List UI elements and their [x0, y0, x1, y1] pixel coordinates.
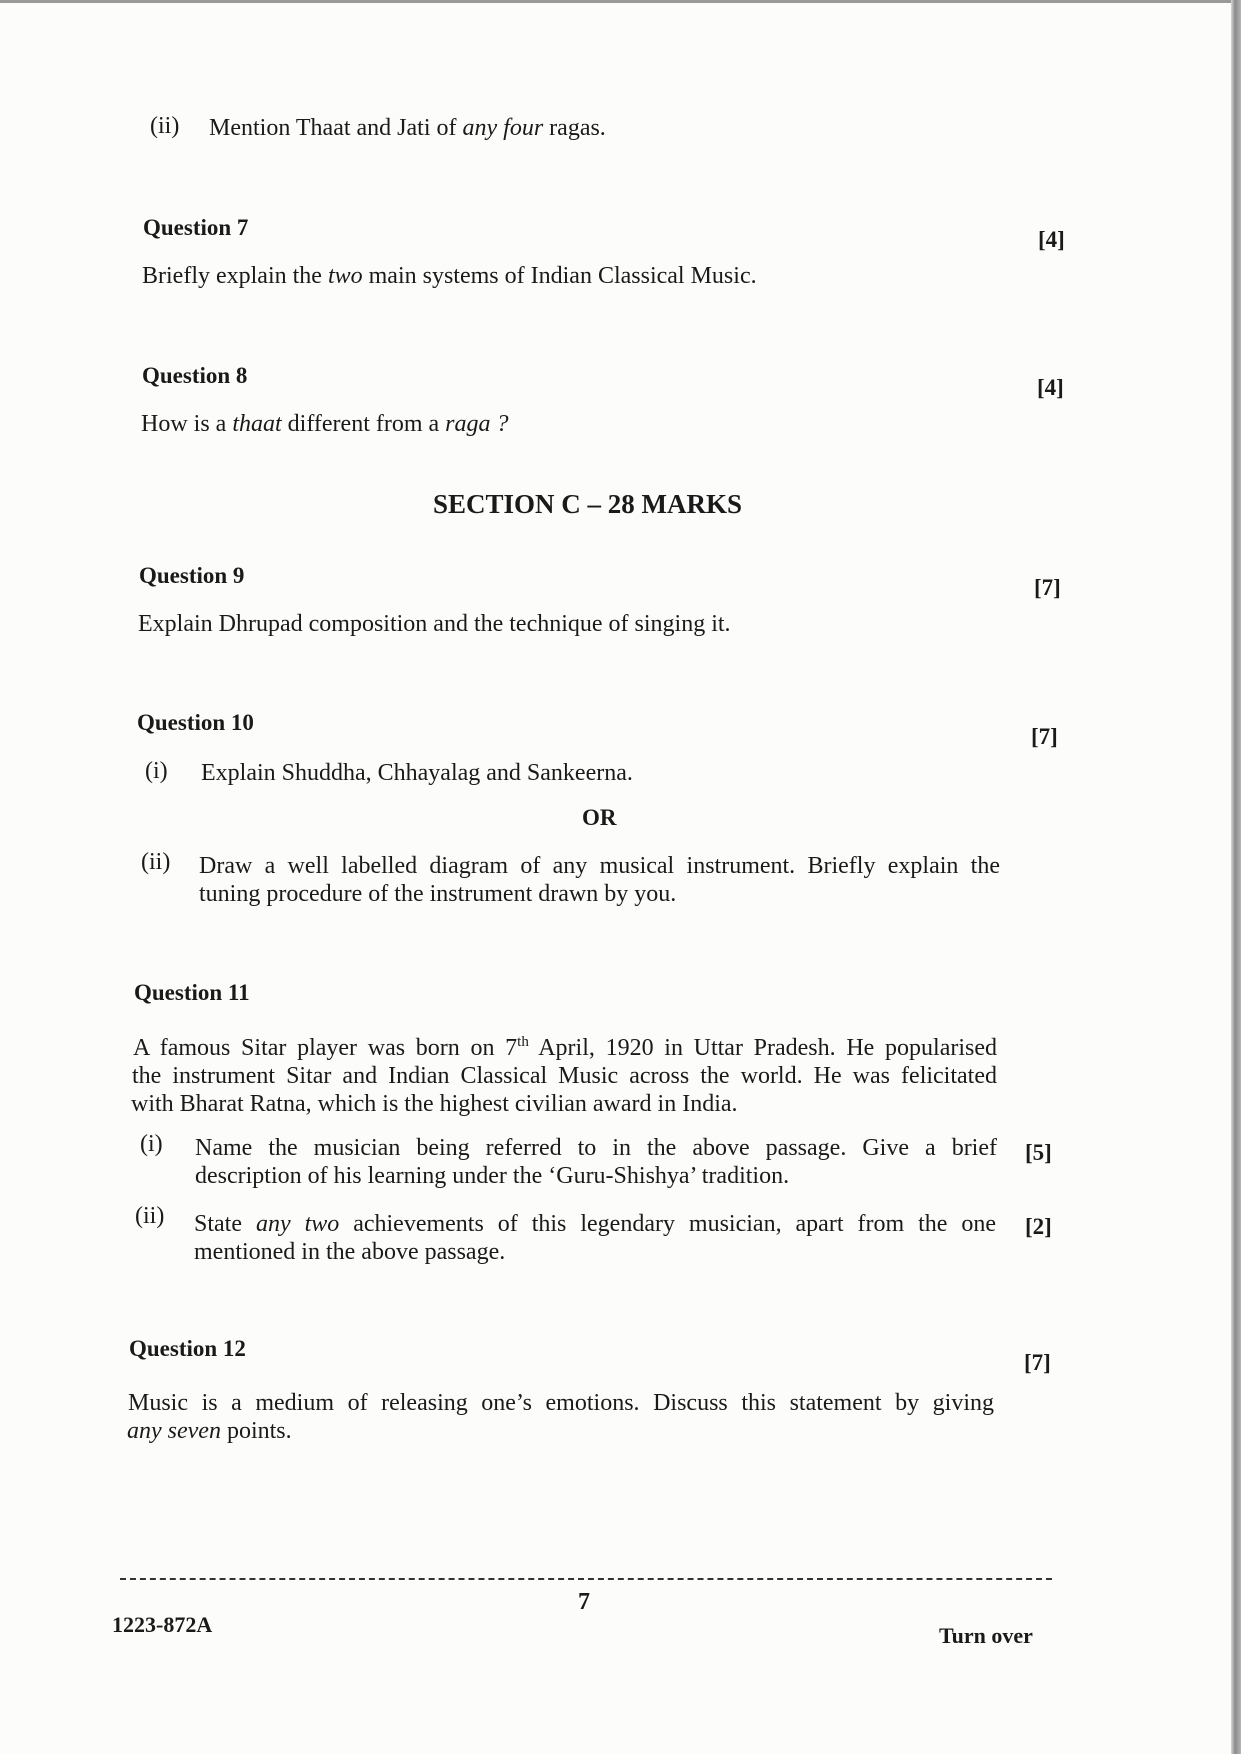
q10-ii-line-1: Draw a well labelled diagram of any musical instrument. Briefly explain the: [199, 853, 1000, 879]
q11-passage-line-3: with Bharat Ratna, which is the highest civilian award in India.: [131, 1091, 738, 1117]
q11-i-marks: [5]: [1025, 1140, 1052, 1165]
q11-passage-line-1: [133, 1034, 997, 1062]
q8-text-em-raga: raga ?: [445, 411, 509, 437]
q10-i-number: (i): [145, 758, 168, 784]
question-7-text: [142, 262, 757, 290]
q12-line-2: [127, 1417, 292, 1445]
q11-passage-line-1-post: April, 1920 in Uttar Pradesh. He popularised: [528, 1035, 997, 1061]
question-12-heading: Question 12: [129, 1336, 246, 1361]
question-11-heading: Question 11: [134, 980, 250, 1005]
q12-line-2-em: any seven: [127, 1418, 221, 1444]
question-12-marks: [7]: [1024, 1350, 1051, 1375]
question-7-marks: [4]: [1038, 227, 1065, 252]
question-9-marks: [7]: [1034, 575, 1061, 600]
q11-ii-line-2: mentioned in the above passage.: [194, 1239, 506, 1265]
q10-i-text: Explain Shuddha, Chhayalag and Sankeerna.: [201, 760, 633, 786]
scan-right-edge: [1231, 0, 1241, 1754]
q6-ii-text: [209, 114, 606, 142]
q10-ii-line-2: tuning procedure of the instrument drawn by you.: [199, 881, 677, 907]
q8-text-pre: How is a: [141, 411, 233, 437]
q10-ii-number: (ii): [141, 849, 171, 875]
q11-passage-line-1-pre: A famous Sitar player was born on 7: [133, 1035, 518, 1061]
q6-ii-text-post: ragas.: [543, 115, 606, 141]
question-8-text: [141, 410, 509, 438]
turn-over-label: Turn over: [939, 1623, 1033, 1648]
q7-text-em: two: [327, 263, 363, 289]
q11-ii-line-1: [194, 1210, 996, 1238]
q11-ii-marks: [2]: [1025, 1214, 1052, 1239]
q12-line-2-post: points.: [220, 1418, 292, 1444]
paper-code: 1223-872A: [112, 1612, 213, 1637]
q11-i-line-2: description of his learning under the ‘Guru-Shishya’ tradition.: [195, 1163, 790, 1189]
section-c-title: SECTION C – 28 MARKS: [433, 489, 743, 519]
question-8-marks: [4]: [1037, 375, 1064, 400]
q11-i-line-1: Name the musician being referred to in the above passage. Give a brief: [195, 1135, 997, 1161]
scan-top-edge: [0, 0, 1241, 3]
q10-or: OR: [582, 805, 617, 830]
page-number: 7: [578, 1589, 590, 1615]
question-9-text: Explain Dhrupad composition and the technique of singing it.: [138, 611, 731, 637]
q8-text-em-thaat: thaat: [232, 411, 282, 437]
q6-ii-text-pre: Mention Thaat and Jati of: [209, 115, 463, 141]
q11-ii-line-1-em: any two: [255, 1211, 340, 1237]
q11-ii-number: (ii): [135, 1203, 165, 1229]
question-10-marks: [7]: [1031, 724, 1058, 749]
q11-passage-line-2: the instrument Sitar and Indian Classical Music across the world. He was felicitated: [132, 1063, 997, 1089]
q6-ii-text-em: any four: [462, 115, 544, 141]
q8-text-mid: different from a: [281, 411, 446, 437]
question-10-heading: Question 10: [137, 710, 254, 735]
q7-text-post: main systems of Indian Classical Music.: [362, 263, 757, 289]
q7-text-pre: Briefly explain the: [142, 263, 328, 289]
q11-ii-line-1-post: achievements of this legendary musician, apart from the one: [339, 1211, 996, 1237]
question-9-heading: Question 9: [139, 563, 245, 588]
q12-line-1: Music is a medium of releasing one’s emotions. Discuss this statement by giving: [128, 1390, 994, 1416]
footer-dashed-rule: [120, 1578, 1052, 1580]
q11-ii-line-1-pre: State: [194, 1211, 256, 1237]
q6-ii-number: (ii): [150, 113, 180, 139]
q11-passage-superscript: th: [517, 1034, 529, 1050]
question-7-heading: Question 7: [143, 215, 249, 240]
q11-i-number: (i): [140, 1131, 163, 1157]
question-8-heading: Question 8: [142, 363, 248, 388]
